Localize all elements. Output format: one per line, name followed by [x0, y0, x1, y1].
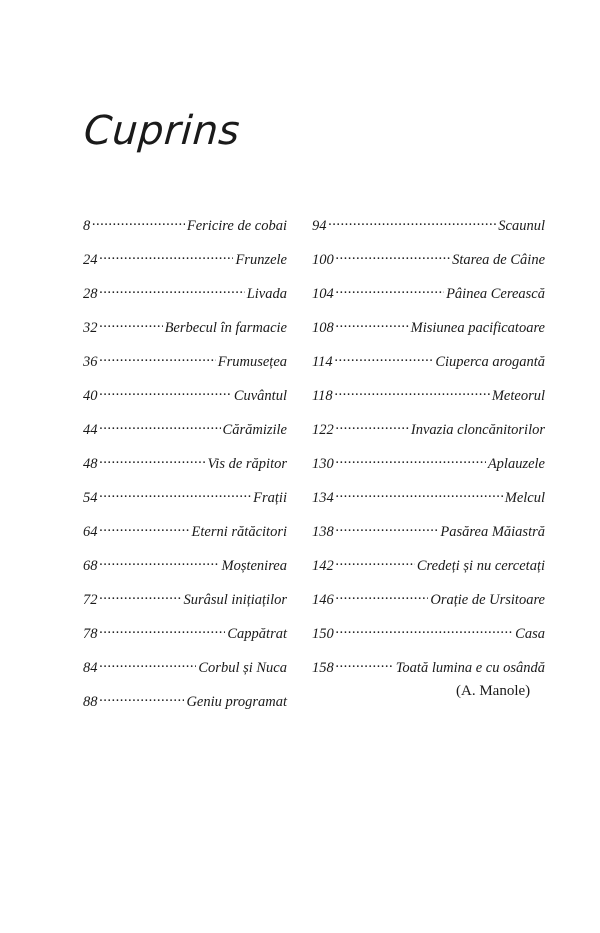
toc-leader-dots: [100, 317, 163, 332]
toc-page-number: 64: [83, 523, 98, 540]
toc-page-number: 150: [312, 625, 334, 642]
toc-entry: [312, 249, 545, 283]
toc-entry-title: Scaunul: [498, 217, 545, 234]
toc-page-number: 142: [312, 557, 334, 574]
toc-leader-dots: [329, 215, 497, 230]
toc-page-number: 122: [312, 421, 334, 438]
toc-entry-title: Surâsul inițiaților: [183, 591, 287, 608]
toc-entry: [312, 453, 545, 487]
toc-entry-title: Pâinea Cerească: [446, 285, 545, 302]
toc-entry: [83, 521, 287, 555]
toc-entry: [83, 283, 287, 317]
toc-entry-title: Cappătrat: [227, 625, 287, 642]
toc-leader-dots: [336, 623, 513, 638]
toc-leader-dots: [100, 249, 234, 264]
toc-leader-dots: [335, 351, 434, 366]
toc-entry: [83, 589, 287, 623]
toc-page-number: 54: [83, 489, 98, 506]
toc-entry: [83, 317, 287, 351]
toc-entry: [83, 623, 287, 657]
toc-entry-title: Frații: [253, 489, 287, 506]
toc-page-number: 118: [312, 387, 333, 404]
toc-entry-title: Aplauzele: [487, 455, 545, 472]
toc-entry: [83, 351, 287, 385]
toc-leader-dots: [100, 419, 221, 434]
toc-page-number: 114: [312, 353, 333, 370]
toc-entry: [83, 555, 287, 589]
toc-entry-title: Pasărea Măiastră: [440, 523, 545, 540]
toc-leader-dots: [336, 453, 486, 468]
toc-entry: [312, 283, 545, 317]
toc-entry: [312, 589, 545, 623]
toc-leader-dots: [100, 589, 182, 604]
toc-page-number: 28: [83, 285, 98, 302]
toc-page-number: 146: [312, 591, 334, 608]
toc-entry: [83, 385, 287, 419]
toc-entry-title: Livada: [246, 285, 287, 302]
toc-entry: [312, 385, 545, 419]
toc-leader-dots: [100, 453, 206, 468]
toc-entry: [312, 419, 545, 453]
toc-page-number: 48: [83, 455, 98, 472]
author-note: (A. Manole): [456, 683, 531, 699]
toc-entry-title: Vis de răpitor: [207, 455, 287, 472]
toc-page-number: 36: [83, 353, 98, 370]
toc-entry: [312, 351, 545, 385]
toc-leader-dots: [336, 419, 409, 434]
toc-entry-title: Melcul: [504, 489, 545, 506]
toc-page-number: 68: [83, 557, 98, 574]
toc-leader-dots: [100, 487, 252, 502]
toc-page-number: 72: [83, 591, 98, 608]
toc-page-number: 84: [83, 659, 98, 676]
toc-entry-title: Credeți și nu cercetați: [416, 557, 545, 574]
toc-page-number: 138: [312, 523, 334, 540]
toc-page-number: 88: [83, 693, 98, 710]
toc-entry-title: Casa: [515, 625, 545, 642]
toc-leader-dots: [336, 589, 429, 604]
toc-entry-title: Frumusețea: [217, 353, 287, 370]
toc-entry-title: Geniu programat: [186, 693, 287, 710]
toc-entry-title: Invazia cloncănitorilor: [410, 421, 545, 438]
toc-leader-dots: [335, 385, 490, 400]
toc-entry: [83, 657, 287, 691]
toc-leader-dots: [100, 623, 226, 638]
toc-entry-title: Corbul și Nuca: [198, 659, 287, 676]
page-title: Cuprins: [82, 108, 242, 154]
toc-leader-dots: [100, 385, 232, 400]
toc-entry: [83, 691, 287, 725]
toc-entry-title: Meteorul: [491, 387, 545, 404]
toc-page-number: 44: [83, 421, 98, 438]
toc-leader-dots: [336, 657, 394, 672]
toc-entry-title: Frunzele: [235, 251, 287, 268]
toc-leader-dots: [100, 555, 220, 570]
toc-leader-dots: [336, 521, 439, 536]
toc-entry-title: Ciuperca arogantă: [435, 353, 545, 370]
toc-entry: [83, 249, 287, 283]
toc-page-number: 78: [83, 625, 98, 642]
toc-page-number: 40: [83, 387, 98, 404]
toc-page-number: 158: [312, 659, 334, 676]
toc-entry: [312, 521, 545, 555]
toc-entry-title: Berbecul în farmacie: [164, 319, 287, 336]
toc-entry: [83, 215, 287, 249]
toc-entry: [312, 317, 545, 351]
toc-entry: [312, 487, 545, 521]
toc-page-number: 104: [312, 285, 334, 302]
toc-entry-title: Moștenirea: [221, 557, 287, 574]
toc-page-number: 8: [83, 217, 91, 234]
toc-leader-dots: [100, 351, 216, 366]
toc-entry-title: Toată lumina e cu osândă: [395, 659, 545, 676]
toc-entry-title: Cărămizile: [222, 421, 287, 438]
toc-page-number: 32: [83, 319, 98, 336]
toc-right-column: [312, 215, 545, 691]
toc-entry: [312, 623, 545, 657]
toc-entry: [83, 419, 287, 453]
toc-leader-dots: [100, 521, 190, 536]
toc-leader-dots: [336, 283, 444, 298]
toc-entry-title: Starea de Câine: [452, 251, 545, 268]
toc-entry-title: Misiunea pacificatoare: [410, 319, 545, 336]
toc-page-number: 134: [312, 489, 334, 506]
toc-entry-title: Fericire de cobai: [186, 217, 287, 234]
toc-entry: [312, 215, 545, 249]
toc-entry: [83, 487, 287, 521]
toc-entry: [83, 453, 287, 487]
toc-page-number: 108: [312, 319, 334, 336]
toc-leader-dots: [336, 487, 503, 502]
toc-leader-dots: [336, 317, 409, 332]
toc-page-number: 94: [312, 217, 327, 234]
toc-leader-dots: [92, 215, 185, 230]
toc-entry-title: Orație de Ursitoare: [430, 591, 545, 608]
toc-left-column: [83, 215, 287, 725]
toc-page-number: 100: [312, 251, 334, 268]
toc-leader-dots: [336, 555, 415, 570]
toc-page-number: 24: [83, 251, 98, 268]
toc-entry-title: Eterni rătăcitori: [191, 523, 287, 540]
toc-entry-title: Cuvântul: [233, 387, 287, 404]
toc-leader-dots: [100, 657, 197, 672]
toc-leader-dots: [100, 283, 245, 298]
toc-leader-dots: [336, 249, 450, 264]
toc-leader-dots: [100, 691, 185, 706]
toc-entry: [312, 555, 545, 589]
toc-page-number: 130: [312, 455, 334, 472]
